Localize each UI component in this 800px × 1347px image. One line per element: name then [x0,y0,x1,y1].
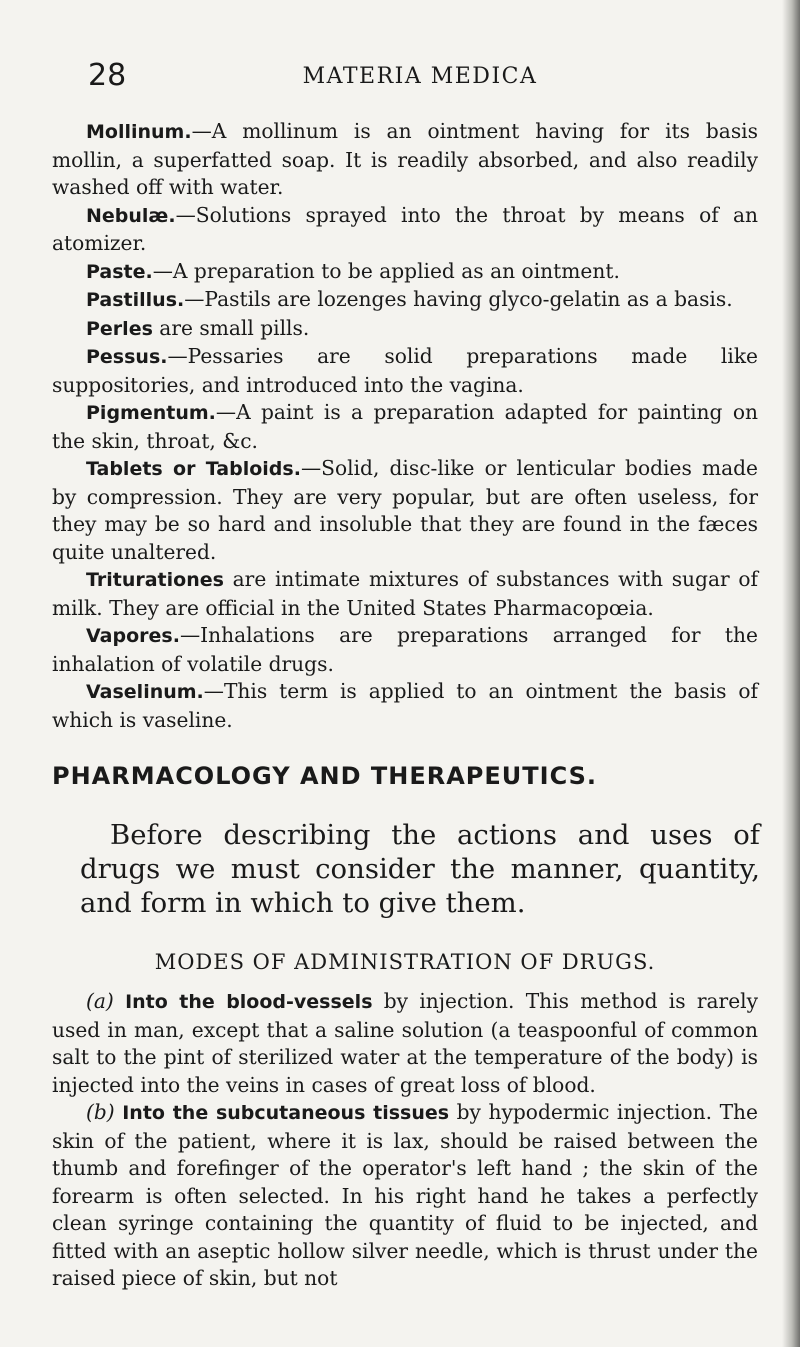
glossary-term: Pigmentum. [86,402,216,424]
mode-term: Into the subcutaneous tissues [122,1102,450,1124]
glossary-definition: —A preparation to be applied as an ointment. [152,258,620,283]
glossary-term: Pessus. [86,346,168,368]
glossary-term: Triturationes [86,569,224,591]
mode-text: by injection. This method is rarely used in man, except that a saline solution (a teaspoonful of common salt to the pint of sterilized water at the temperature of the body) is injected into the veins in cases of great loss of blood. [52,989,758,1097]
glossary-definition: —Pastils are lozenges having glyco-gelatin as a basis. [184,287,733,311]
glossary-term: Paste. [86,260,153,283]
glossary-entry [52,566,758,622]
glossary-term: Vapores. [86,625,180,647]
glossary-entry [52,118,758,202]
section-intro: Before describing the actions and uses of drugs we must consider the manner, quantity, and form in which to give them. [80,819,760,919]
page-spine-shadow [782,0,800,1347]
running-header [80,58,760,94]
glossary-entry [52,286,758,315]
glossary-term: Perles [86,317,153,340]
glossary-term: Nebulæ. [86,204,176,227]
glossary-term: Vaselinum. [86,681,204,703]
subsection-heading: MODES OF ADMINISTRATION OF DRUGS. [154,950,656,974]
glossary-entry [52,622,758,678]
glossary-term: Tablets or Tabloids. [86,458,301,480]
section-heading: PHARMACOLOGY AND THERAPEUTICS. [52,762,598,790]
mode-item [52,1099,758,1293]
mode-label: (b) [86,1100,115,1124]
running-title: MATERIA MEDICA [302,64,538,89]
mode-item [52,988,758,1099]
glossary-entry [52,399,758,455]
glossary-definition: are intimate mixtures of substances with sugar of milk. They are official in the United States Pharmacopœia. [52,567,758,620]
glossary-definition: —This term is applied to an ointment the basis of which is vaseline. [52,679,758,732]
dosage-forms-glossary [52,118,758,734]
glossary-definition: —A mollinum is an ointment having for its basis mollin, a superfatted soap. It is readily absorbed, and also readily washed off with water. [52,119,758,199]
glossary-term: Mollinum. [86,121,192,143]
glossary-term: Pastillus. [86,289,185,311]
glossary-definition: —Pessaries are solid preparations made like suppositories, and introduced into the vagina. [52,344,758,397]
glossary-entry [52,202,758,258]
glossary-entry [52,258,758,287]
page-number: 28 [88,58,127,93]
glossary-entry [52,678,758,734]
administration-modes [52,988,758,1293]
glossary-definition: —Inhalations are preparations arranged for the inhalation of volatile drugs. [52,623,758,676]
mode-term: Into the blood-vessels [125,991,373,1013]
glossary-definition: —Solid, disc-like or lenticular bodies made by compression. They are very popular, but are often useless, for they may be so hard and insoluble that they are found in the fæces quite unaltered. [52,456,758,564]
glossary-entry [52,315,758,344]
glossary-entry [52,343,758,399]
mode-label: (a) [86,989,114,1013]
glossary-definition: —Solutions sprayed into the throat by means of an atomizer. [52,202,758,255]
glossary-definition: are small pills. [152,315,310,340]
glossary-entry [52,455,758,566]
glossary-definition: —A paint is a preparation adapted for painting on the skin, throat, &c. [52,400,758,453]
mode-text: by hypodermic injection. The skin of the patient, where it is lax, should be raised between the thumb and forefinger of the operator's left hand ; the skin of the forearm is often selected. In his right hand he takes a perfectly clean syringe containing the quantity of fluid to be injected, and fitted with an aseptic hollow silver needle, which is thrust under the raised piece of skin, but not [52,1100,758,1290]
